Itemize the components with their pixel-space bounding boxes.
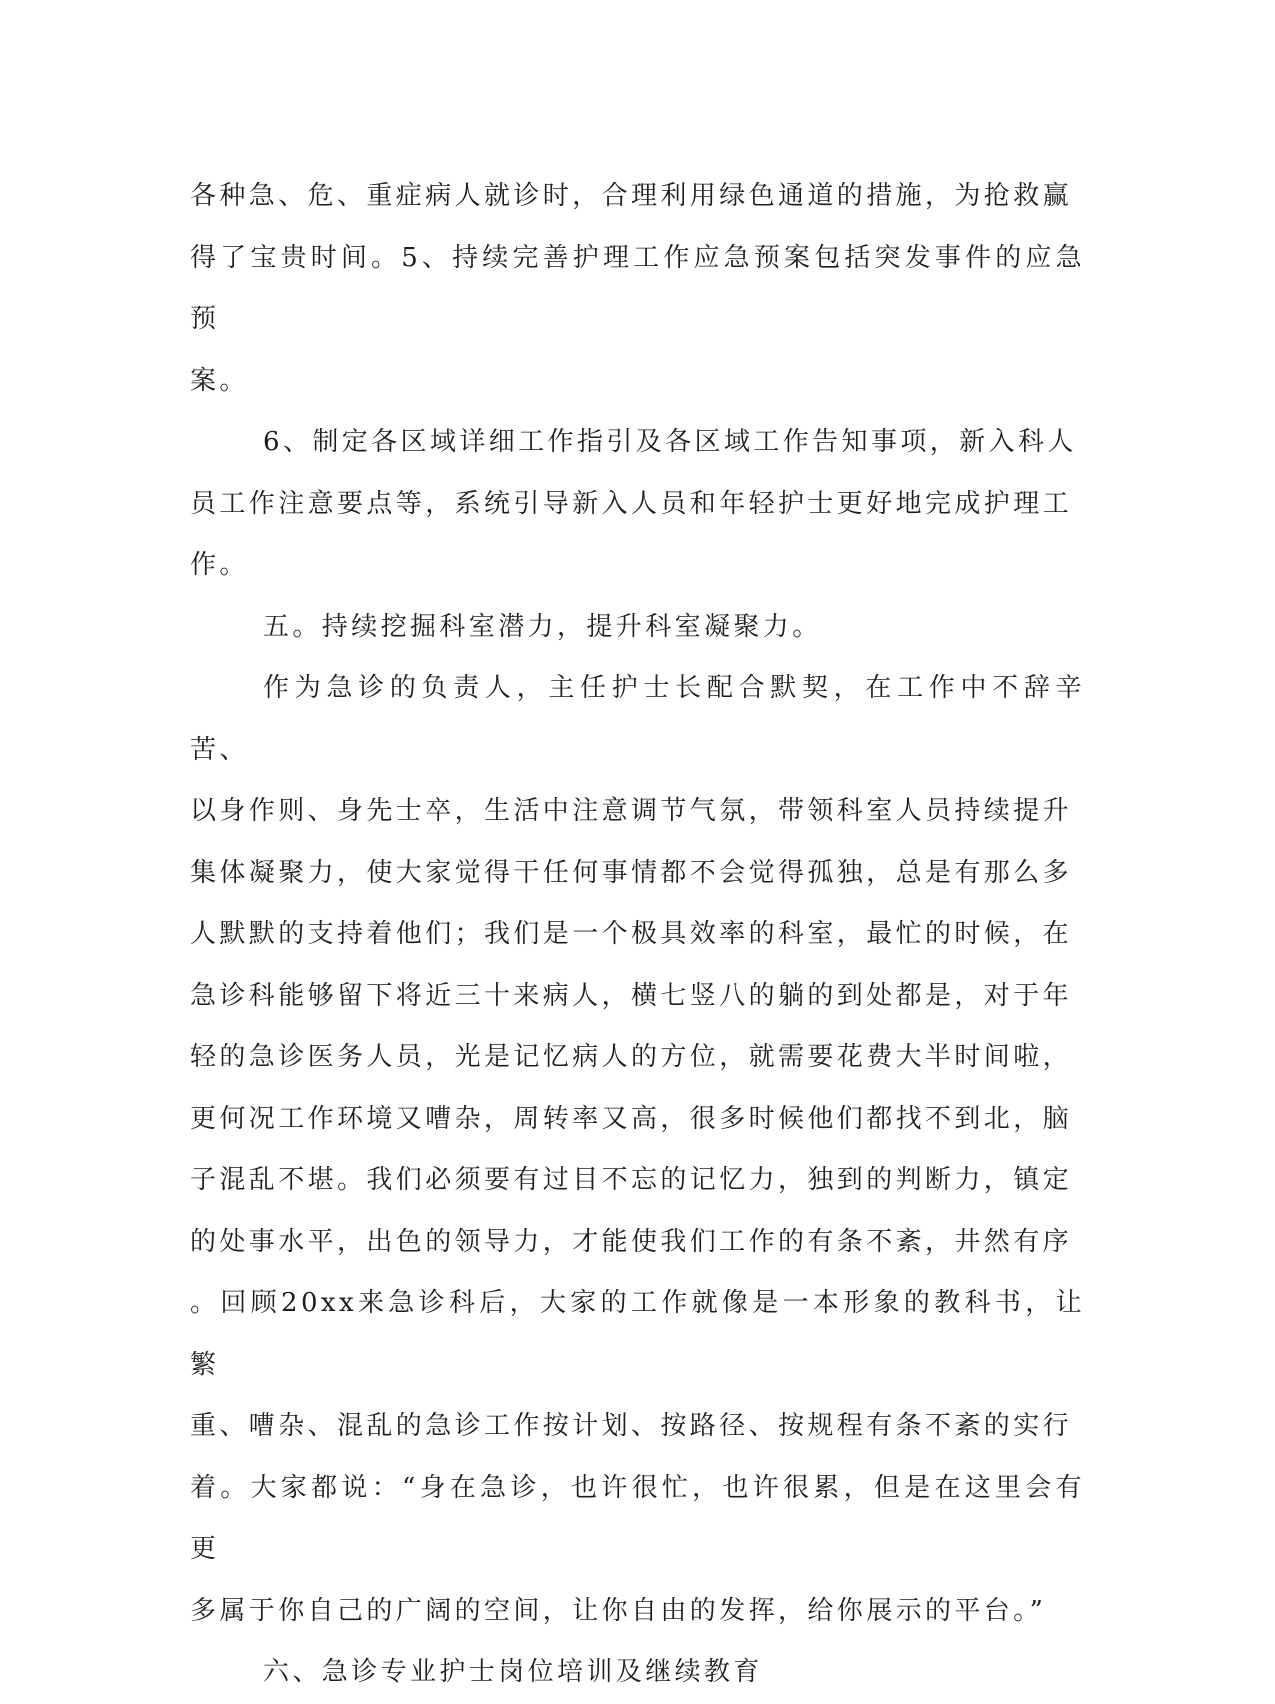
section-heading-five — [190, 597, 1085, 659]
paragraph-green-channel — [190, 166, 1085, 412]
text-line: 多属于你自己的广阔的空间，让你自由的发挥，给你展示的平台。” — [190, 1595, 1047, 1626]
text-line: 着。大家都说：“身在急诊，也许很忙，也许很累，但是在这里会有更 — [190, 1472, 1085, 1564]
document-body — [190, 166, 1085, 1704]
text-line: 6、制定各区域详细工作指引及各区域工作告知事项，新入科人 — [263, 427, 1077, 457]
text-line: 案。 — [190, 365, 249, 396]
text-line: 员工作注意要点等，系统引导新入人员和年轻护士更好地完成护理工 — [190, 488, 1073, 519]
text-line: 重、嘈杂、混乱的急诊工作按计划、按路径、按规程有条不紊的实行 — [190, 1411, 1073, 1441]
text-line: 以身作则、身先士卒，生活中注意调节气氛，带领科室人员持续提升 — [190, 796, 1073, 826]
text-line: 五。持续挖掘科室潜力，提升科室凝聚力。 — [263, 611, 822, 642]
text-line: 轻的急诊医务人员，光是记忆病人的方位，就需要花费大半时间啦， — [190, 1042, 1073, 1072]
paragraph-team-cohesion — [190, 658, 1085, 1642]
text-line: 人默默的支持着他们；我们是一个极具效率的科室，最忙的时候，在 — [190, 919, 1073, 949]
text-line: 各种急、危、重症病人就诊时，合理利用绿色通道的措施，为抢救赢 — [190, 181, 1073, 211]
text-line: 作。 — [190, 550, 249, 580]
text-line: 六、急诊专业护士岗位培训及继续教育 — [263, 1657, 763, 1687]
text-line: 。回顾20xx来急诊科后，大家的工作就像是一本形象的教科书，让繁 — [190, 1288, 1085, 1380]
text-line: 得了宝贵时间。5、持续完善护理工作应急预案包括突发事件的应急预 — [190, 242, 1085, 334]
text-line: 子混乱不堪。我们必须要有过目不忘的记忆力，独到的判断力，镇定 — [190, 1165, 1073, 1195]
text-line: 更何况工作环境又嘈杂，周转率又高，很多时候他们都找不到北，脑 — [190, 1103, 1073, 1134]
text-line: 急诊科能够留下将近三十来病人，横七竖八的躺的到处都是，对于年 — [190, 980, 1073, 1011]
text-line: 集体凝聚力，使大家觉得干任何事情都不会觉得孤独，总是有那么多 — [190, 857, 1073, 888]
text-line: 作为急诊的负责人，主任护士长配合默契，在工作中不辞辛苦、 — [190, 673, 1085, 765]
text-line: 的处事水平，出色的领导力，才能使我们工作的有条不紊，井然有序 — [190, 1226, 1073, 1257]
paragraph-work-guidelines — [190, 412, 1085, 597]
section-heading-six — [190, 1642, 1085, 1704]
